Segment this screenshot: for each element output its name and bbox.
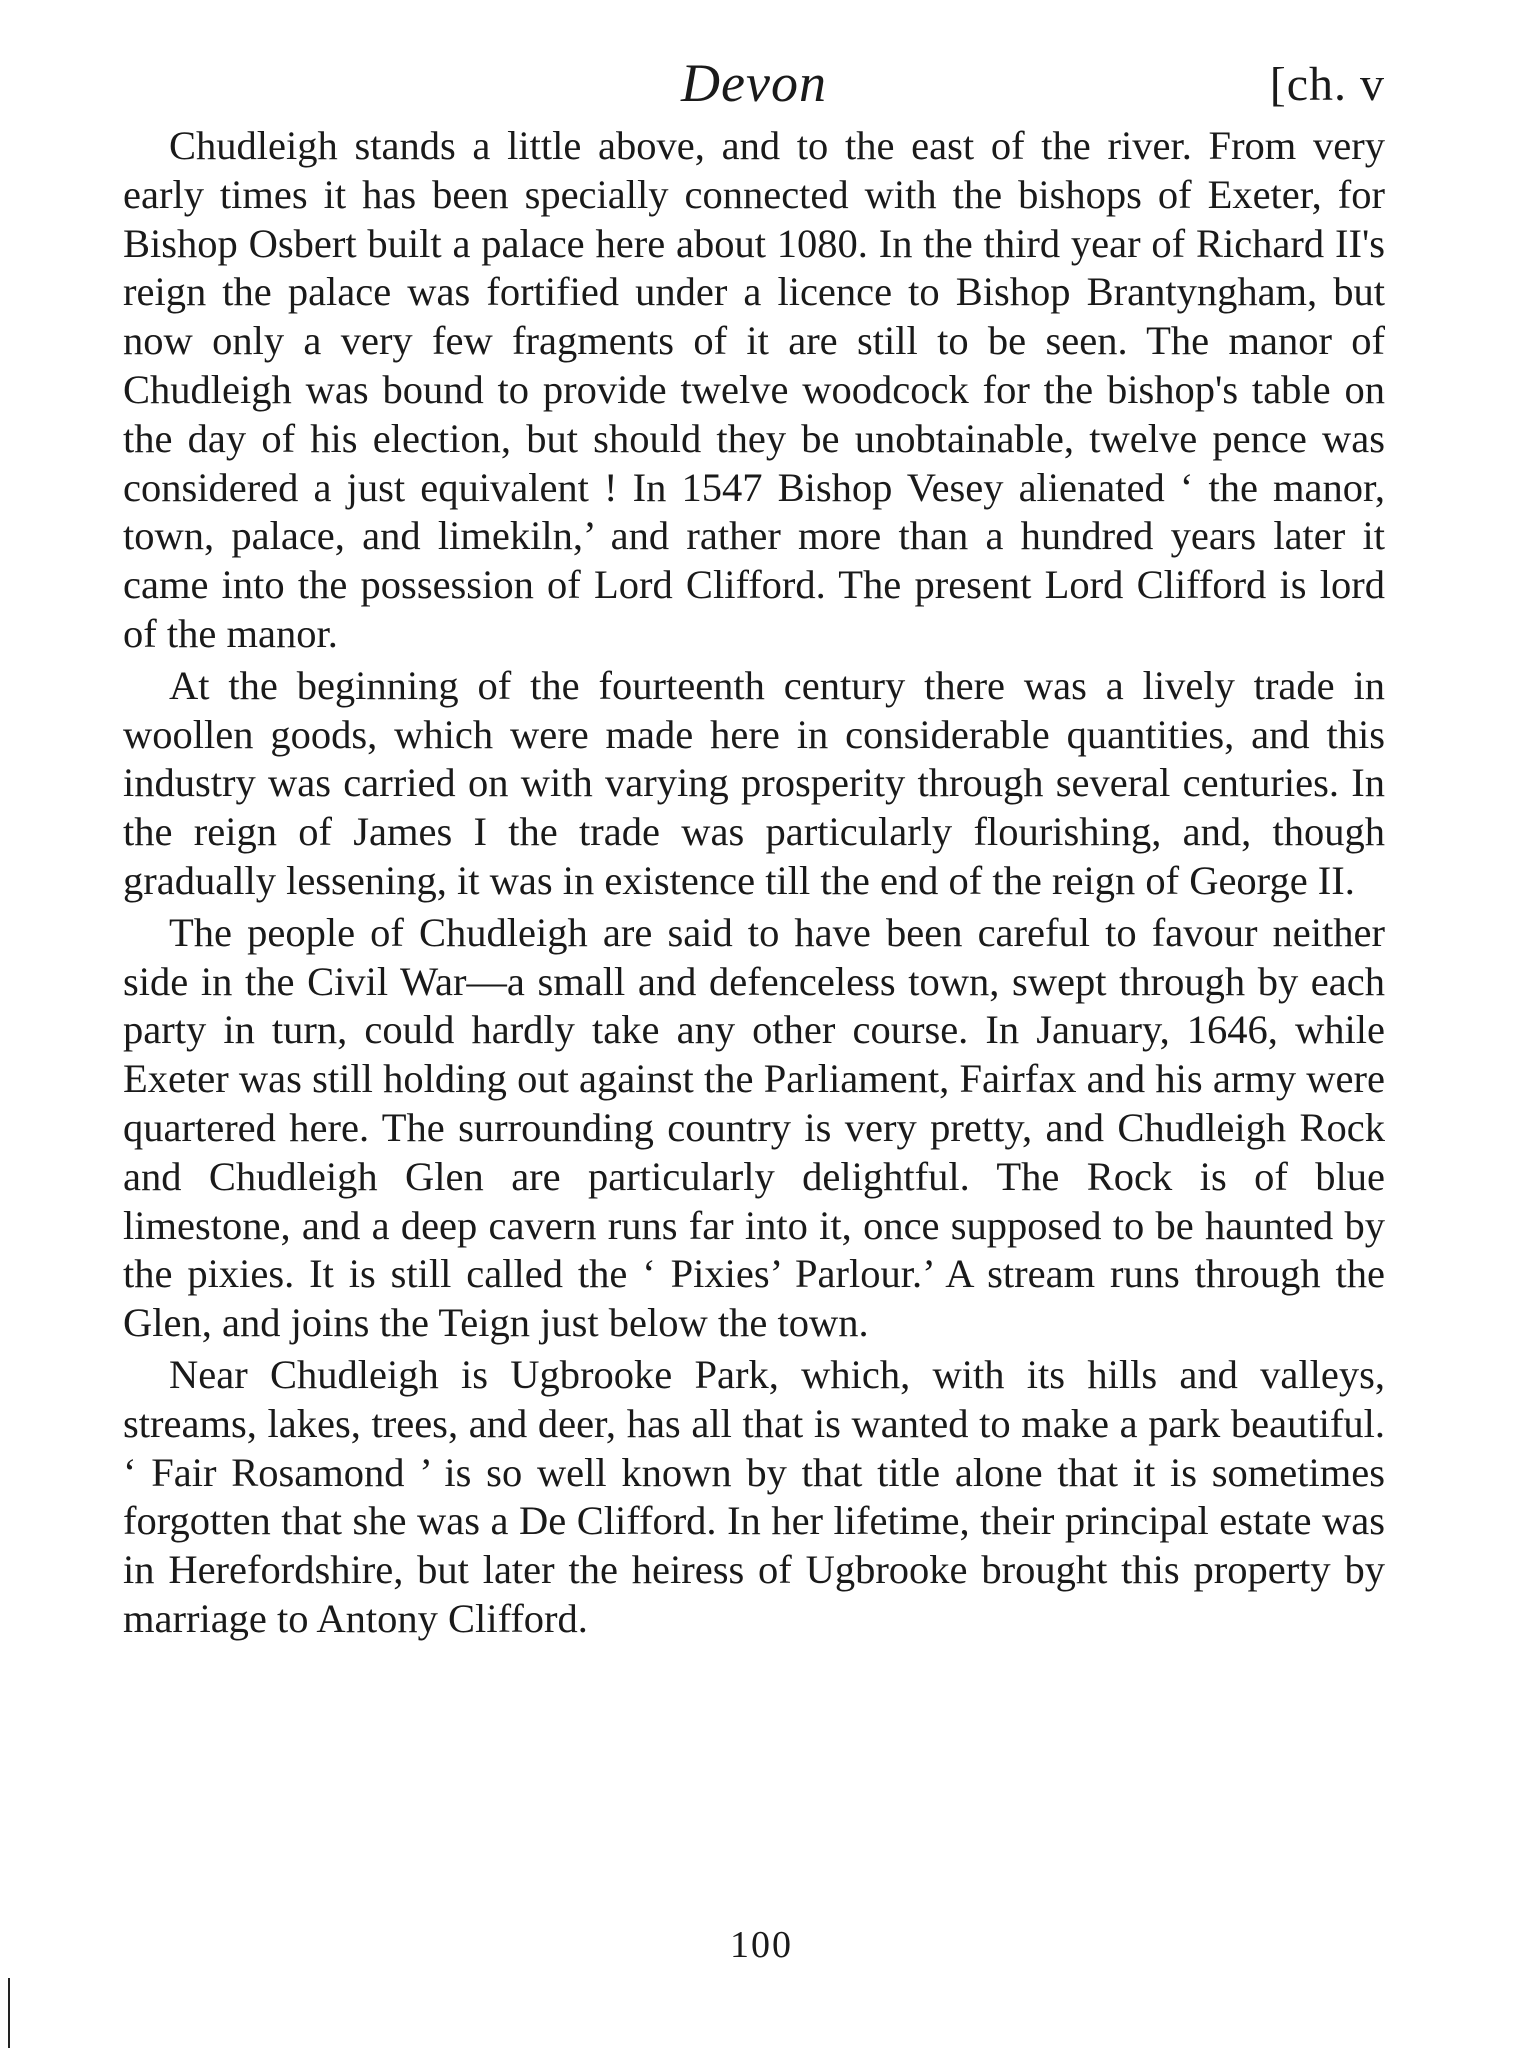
running-title: Devon: [681, 53, 827, 113]
running-head: [123, 48, 1385, 118]
paragraph-woollen-trade: At the beginning of the fourteenth century there was a lively trade in woollen goods, which were made here in considerable quantities, and this industry was carried on with varying prosperity through several centuries. In the reign of James I the trade was particularly flourishing, and, though gradually lessening, it was in existence till the end of the reign of George II.: [123, 662, 1385, 903]
paragraph-chudleigh-history: Chudleigh stands a little above, and to the east of the river. From very early times it has been specially connected with the bishops of Exeter, for Bishop Osbert built a palace here about 1080. In the third year of Richard II's reign the palace was fortified under a licence to Bishop Brantyngham, but now only a very few fragments of it are still to be seen. The manor of Chudleigh was bound to provide twelve woodcock for the bishop's table on the day of his election, but should they be unobtainable, twelve pence was considered a just equivalent ! In 1547 Bishop Vesey alienated ‘ the manor, town, palace, and limekiln,’ and rather more than a hundred years later it came into the possession of Lord Clifford. The present Lord Clifford is lord of the manor.: [123, 123, 1385, 656]
paragraph-civil-war: The people of Chudleigh are said to have been careful to favour neither side in the Civil War—a small and defenceless town, swept through by each party in turn, could hardly take any other course. In January, 1646, while Exeter was still holding out against the Parliament, Fairfax and his army were quartered here. The surrounding country is very pretty, and Chudleigh Rock and Chudleigh Glen are particularly delightful. The Rock is of blue limestone, and a deep cavern runs far into it, once supposed to be haunted by the pixies. It is still called the ‘ Pixies’ Parlour.’ A stream runs through the Glen, and joins the Teign just below the town.: [123, 909, 1385, 1346]
body-text: [123, 122, 1385, 1647]
page-number: 100: [730, 1924, 793, 1966]
chapter-marker: [ch. v: [1269, 58, 1385, 111]
paragraph-ugbrooke-park: Near Chudleigh is Ugbrooke Park, which, with its hills and valleys, streams, lakes, trees, and deer, has all that is wanted to make a park beautiful. ‘ Fair Rosamond ’ is so well known by that title alone that it is sometimes forgotten that she was a De Clifford. In her lifetime, their principal estate was in Herefordshire, but later the heiress of Ugbrooke brought this property by marriage to Antony Clifford.: [123, 1351, 1385, 1641]
scan-edge-mark: [8, 1978, 10, 2048]
